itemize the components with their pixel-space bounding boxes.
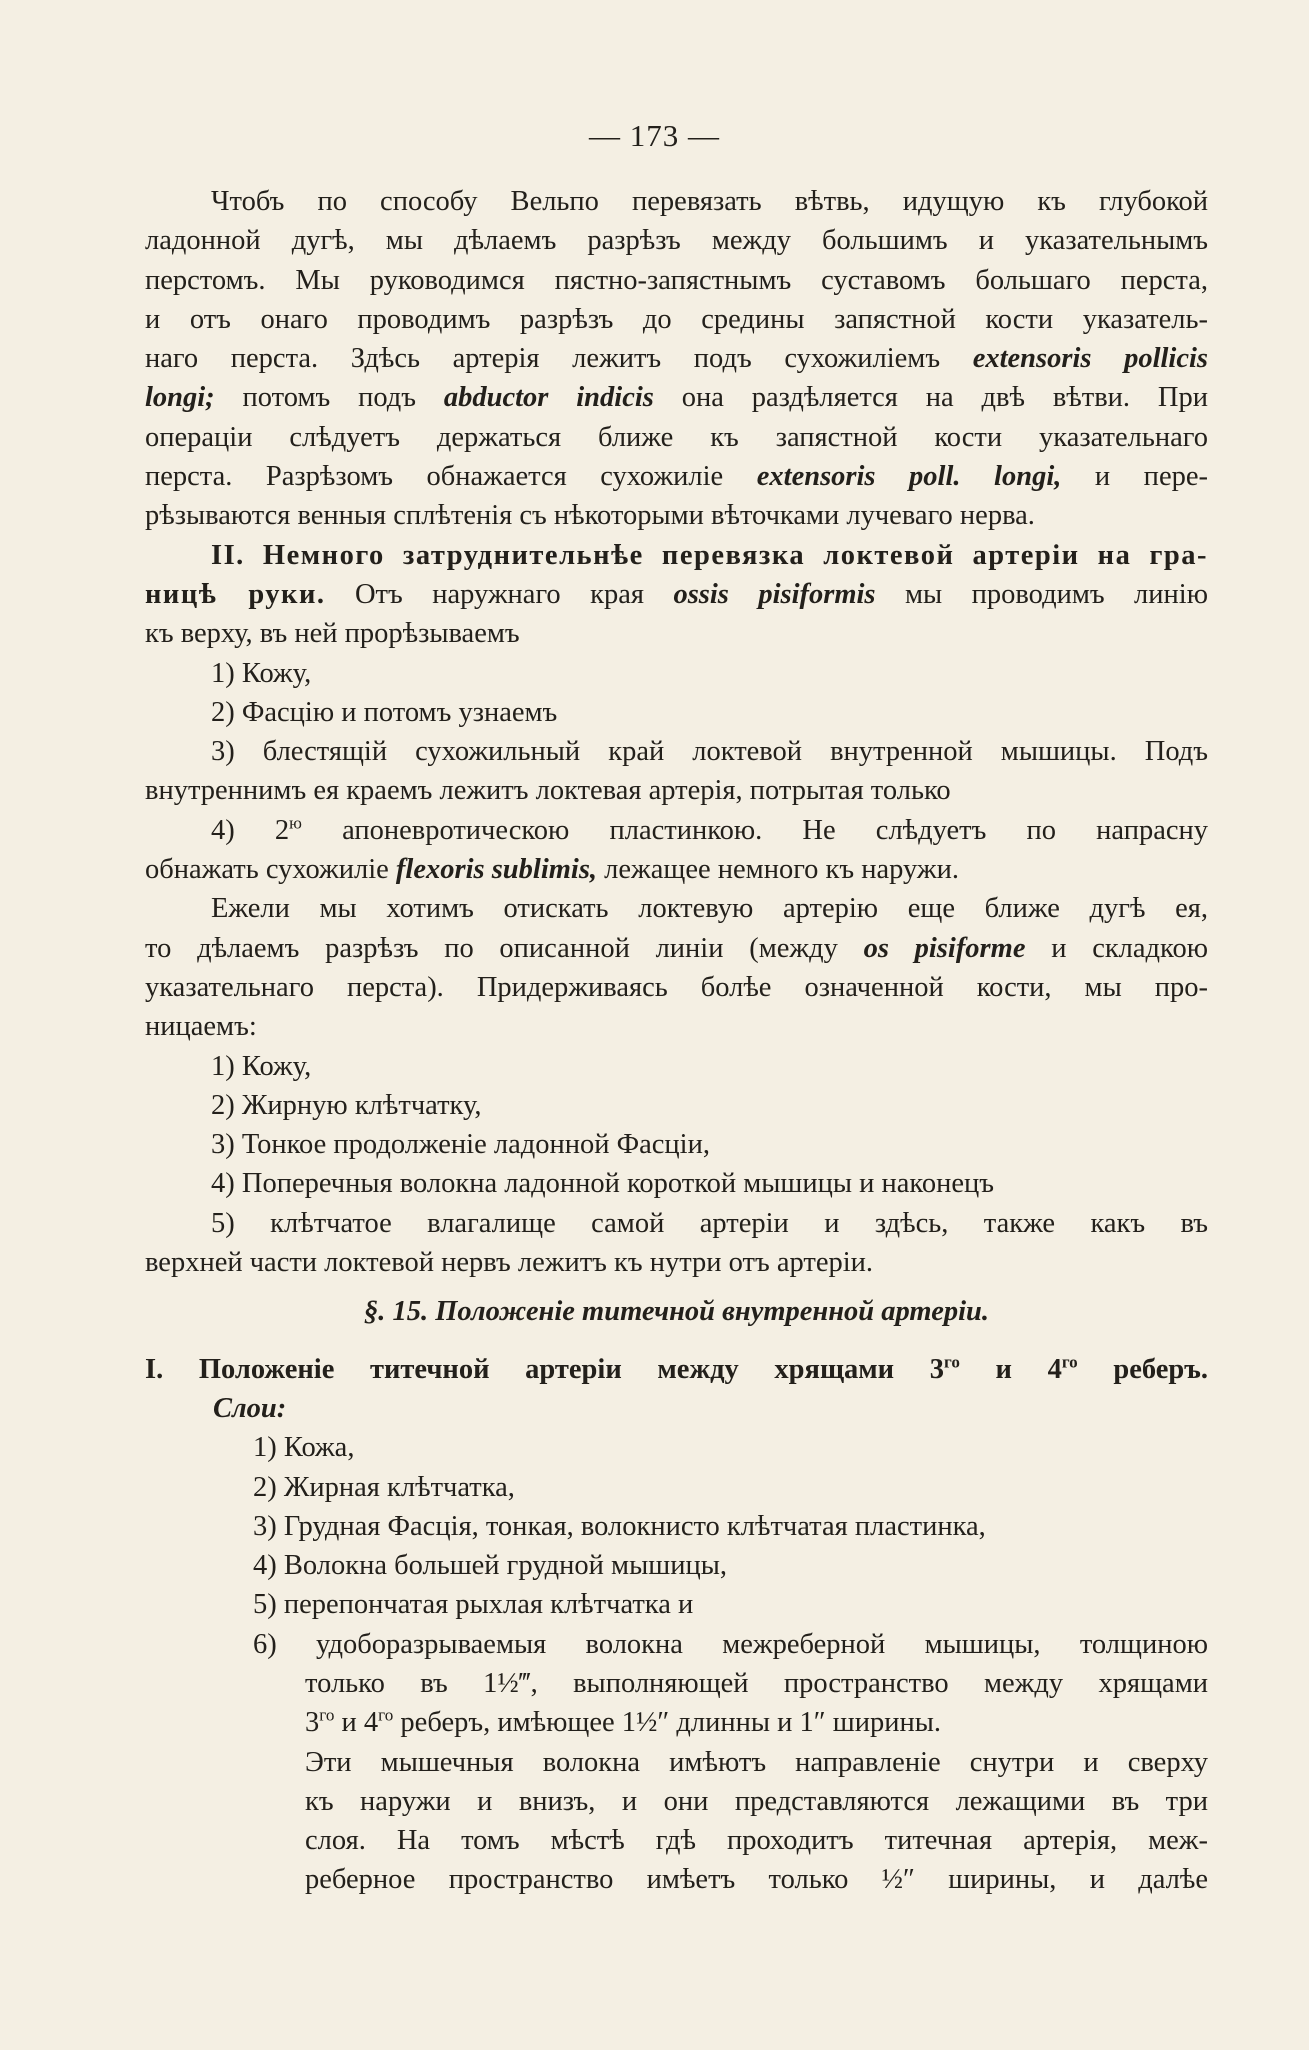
- text-line: [145, 968, 1208, 1007]
- latin-term: os pisiforme: [863, 932, 1026, 964]
- text-line: [145, 300, 1208, 339]
- text-line: [145, 850, 1208, 889]
- text-line: [145, 811, 1208, 850]
- latin-term: extensoris poll. longi,: [756, 461, 1062, 493]
- text-run: 6) удоборазрываемыя волокна межреберной мышицы, толщиною: [253, 1628, 1208, 1660]
- text-run: ладонной дугѣ, мы дѣлаемъ разрѣзъ между большимъ и указательнымъ: [145, 225, 1208, 257]
- text-run: обнажать сухожиліе: [145, 854, 396, 886]
- superscript: го: [1061, 1352, 1078, 1372]
- text-run: только въ 1½‴, выполняющей пространство между хрящами: [305, 1667, 1208, 1699]
- text-line: [145, 536, 1208, 575]
- text-line: [145, 1125, 1208, 1164]
- text-line: [145, 1282, 1208, 1331]
- text-line: [145, 1821, 1208, 1860]
- superscript: ю: [289, 813, 302, 833]
- text-run: указательнаго перста). Придерживаясь болѣе означенной кости, мы про-: [145, 971, 1208, 1003]
- text-run: къ наружи и внизъ, и они представляются лежащими въ три: [305, 1785, 1208, 1817]
- superscript: го: [943, 1352, 960, 1372]
- text-line: [145, 1468, 1208, 1507]
- latin-term: flexoris sublimis,: [395, 854, 598, 886]
- text-line: [145, 1164, 1208, 1203]
- page-body: [145, 182, 1208, 1900]
- text-run: рѣзываются венныя сплѣтенія съ нѣкоторыми вѣточками лучеваго нерва.: [145, 500, 1035, 532]
- text-line: [145, 614, 1208, 653]
- text-run: 2) Жирную клѣтчатку,: [211, 1089, 482, 1121]
- text-line: [145, 1782, 1208, 1821]
- latin-term: extensoris pollicis: [972, 343, 1208, 375]
- text-run: наго перста. Здѣсь артерія лежитъ подъ сухожиліемъ: [145, 343, 973, 375]
- text-run: Слои:: [213, 1392, 287, 1424]
- text-run: Ежели мы хотимъ отискать локтевую артерію еще ближе дугѣ ея,: [211, 893, 1208, 925]
- text-line: [145, 1428, 1208, 1467]
- text-run: 2) Фасцію и потомъ узнаемъ: [211, 696, 558, 728]
- text-line: [145, 378, 1208, 417]
- latin-term: ossis pisiformis: [673, 578, 876, 610]
- text-line: [145, 889, 1208, 928]
- text-line: [145, 1389, 1208, 1428]
- text-line: [145, 339, 1208, 378]
- text-run: 1) Кожа,: [253, 1432, 355, 1464]
- text-line: [145, 1743, 1208, 1782]
- text-run: лежащее немного къ наружи.: [597, 854, 959, 886]
- text-line: [145, 261, 1208, 300]
- text-line: [145, 457, 1208, 496]
- text-line: [145, 1703, 1208, 1742]
- text-run: она раздѣляется на двѣ вѣтви. При: [653, 382, 1209, 414]
- text-run: 4) Поперечныя волокна ладонной короткой мышицы и наконецъ: [211, 1168, 994, 1200]
- text-run: 4) Волокна большей грудной мышицы,: [253, 1550, 727, 1582]
- text-line: [145, 1507, 1208, 1546]
- text-run: внутреннимъ ея краемъ лежитъ локтевая артерія, потрытая только: [145, 775, 951, 807]
- superscript: го: [378, 1705, 394, 1725]
- text-run: Отъ наружнаго края: [325, 578, 674, 610]
- text-run: апоневротическою пластинкою. Не слѣдуетъ по напрасну: [301, 814, 1208, 846]
- text-line: [145, 654, 1208, 693]
- text-line: [145, 1664, 1208, 1703]
- text-run: операціи слѣдуетъ держаться ближе къ запястной кости указательнаго: [145, 421, 1208, 453]
- text-run: то дѣлаемъ разрѣзъ по описанной линіи (между: [145, 932, 864, 964]
- text-line: [145, 418, 1208, 457]
- page-number: — 173 —: [589, 118, 720, 153]
- latin-term: abductor indicis: [443, 382, 654, 414]
- text-run: и 4: [334, 1707, 379, 1739]
- text-line: [145, 1007, 1208, 1046]
- text-run: и отъ онаго проводимъ разрѣзъ до средины запястной кости указатель-: [145, 303, 1208, 335]
- text-line: [145, 1243, 1208, 1282]
- text-run: 3) Тонкое продолженіе ладонной Фасціи,: [211, 1129, 710, 1161]
- text-run: 3) блестящій сухожильный край локтевой внутренной мышицы. Подъ: [211, 736, 1208, 768]
- text-line: [145, 1204, 1208, 1243]
- text-run: Положеніе титечной внутренной артеріи.: [435, 1296, 989, 1328]
- text-line: [145, 1332, 1208, 1389]
- text-run: и 4: [959, 1353, 1062, 1385]
- text-run: и пере-: [1061, 461, 1208, 493]
- text-line: [145, 732, 1208, 771]
- text-line: [145, 929, 1208, 968]
- text-run: 1) Кожу,: [211, 1050, 312, 1082]
- text-line: [145, 221, 1208, 260]
- text-line: [145, 1625, 1208, 1664]
- text-run: реберъ, имѣющее 1½″ длинны и 1″ ширины.: [393, 1707, 941, 1739]
- text-run: потомъ подъ: [214, 382, 444, 414]
- text-line: [145, 1546, 1208, 1585]
- text-run: Чтобъ по способу Вельпо перевязать вѣтвь, идущую къ глубокой: [211, 186, 1208, 217]
- text-line: [145, 1860, 1208, 1899]
- text-run: 3: [305, 1707, 320, 1739]
- text-line: [145, 575, 1208, 614]
- text-run: 5) перепончатая рыхлая клѣтчатка и: [253, 1589, 694, 1621]
- text-run: 2) Жирная клѣтчатка,: [253, 1471, 515, 1503]
- text-run: ницѣ руки.: [145, 578, 326, 610]
- text-line: [145, 1585, 1208, 1624]
- text-run: 5) клѣтчатое влагалище самой артеріи и здѣсь, также какъ въ: [211, 1207, 1208, 1239]
- text-run: перстомъ. Мы руководимся пястно-запястнымъ суставомъ большаго перста,: [145, 264, 1208, 296]
- text-line: [145, 771, 1208, 810]
- text-run: и складкою: [1025, 932, 1208, 964]
- text-line: [145, 1047, 1208, 1086]
- text-run: перста. Разрѣзомъ обнажается сухожиліе: [145, 461, 757, 493]
- superscript: го: [319, 1705, 335, 1725]
- text-run: Эти мышечныя волокна имѣютъ направленіе снутри и сверху: [305, 1746, 1208, 1778]
- text-run: 4) 2: [211, 814, 290, 846]
- text-run: ницаемъ:: [145, 1011, 257, 1043]
- text-run: слоя. На томъ мѣстѣ гдѣ проходитъ титечная артерія, меж-: [305, 1825, 1208, 1857]
- text-run: II. Немного затруднительнѣе перевязка локтевой артеріи на гра-: [211, 539, 1208, 571]
- text-line: [145, 693, 1208, 732]
- text-line: [145, 1086, 1208, 1125]
- text-run: верхней части локтевой нервъ лежитъ къ нутри отъ артеріи.: [145, 1247, 874, 1279]
- text-run: §. 15.: [364, 1296, 436, 1328]
- text-line: [145, 496, 1208, 535]
- text-run: I. Положеніе титечной артеріи между хрящами 3: [145, 1353, 944, 1385]
- text-run: реберъ.: [1077, 1353, 1208, 1385]
- text-run: 3) Грудная Фасція, тонкая, волокнисто клѣтчатая пластинка,: [253, 1510, 986, 1542]
- text-run: 1) Кожу,: [211, 657, 312, 689]
- text-run: къ верху, въ ней прорѣзываемъ: [145, 618, 520, 650]
- text-run: мы проводимъ линію: [875, 578, 1208, 610]
- text-run: реберное пространство имѣетъ только ½″ ширины, и далѣе: [305, 1864, 1208, 1896]
- latin-term: longi;: [145, 382, 215, 414]
- text-line: [145, 182, 1208, 221]
